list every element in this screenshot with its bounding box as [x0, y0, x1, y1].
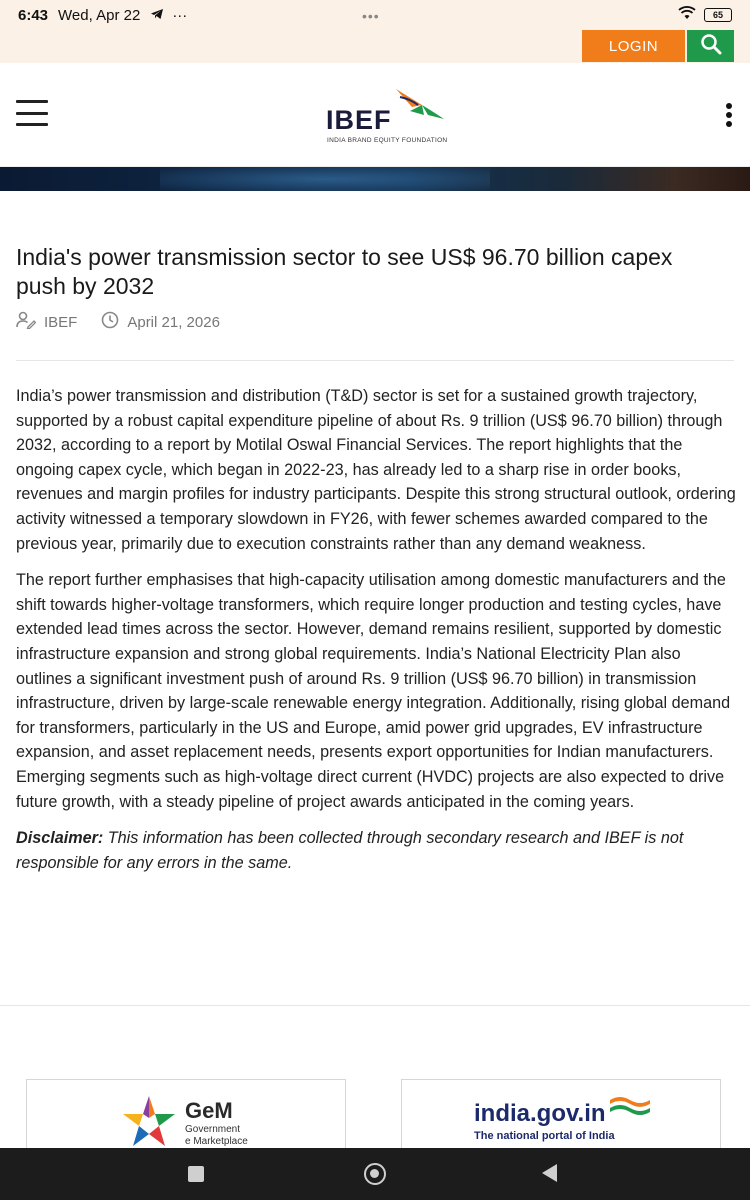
telegram-icon: [150, 7, 164, 24]
disclaimer: [16, 826, 736, 875]
india-gov-card[interactable]: [401, 1079, 721, 1159]
disclaimer-label: Disclaimer:: [16, 829, 104, 848]
paragraph-1: India’s power transmission and distribution (T&D) sector is set for a sustained growth trajectory, supported by a robust capital expenditure pipeline of about Rs. 9 trillion (US$ 96.70 billion) through 2032, according to a report by Motilal Oswal Financial Services. The report highlights that the ongoing capex cycle, which began in 2022-23, has already led to a sharp rise in order books, revenues and margin profiles for industry participants. Despite this strong structural outlook, ordering activity witnessed a temporary slowdown in FY26, with fewer schemes awarded compared to the previous year, primarily due to execution constraints rather than any demand weakness.: [16, 387, 736, 553]
banner-image: [0, 167, 750, 191]
logo-text: IBEF: [326, 105, 392, 135]
gem-subtitle-1: Government: [185, 1124, 241, 1135]
battery-icon: 65: [704, 8, 732, 22]
author-name[interactable]: IBEF: [44, 313, 78, 331]
top-strip: [0, 30, 750, 63]
ibef-logo[interactable]: [326, 85, 446, 147]
status-bar: [0, 0, 750, 30]
gem-star-icon: [119, 1092, 179, 1152]
author-icon: [16, 311, 36, 333]
status-right: [678, 6, 732, 24]
recents-icon[interactable]: [188, 1166, 204, 1182]
article-body: [16, 384, 736, 887]
disclaimer-text: This information has been collected through secondary research and IBEF is not responsible for any errors in the same.: [16, 829, 684, 872]
gem-subtitle-2: e Marketplace: [185, 1136, 248, 1147]
login-button[interactable]: LOGIN: [582, 30, 685, 62]
gem-card[interactable]: [26, 1079, 346, 1159]
india-gov-subtitle: The national portal of India: [474, 1130, 615, 1142]
divider: [16, 360, 734, 361]
clock-icon: [101, 311, 119, 333]
india-flag-icon: [608, 1094, 652, 1118]
paragraph-2: The report further emphasises that high-capacity utilisation among domestic manufacturers and the shift towards higher-voltage transformers, which require longer production and testing cycles, have extended lead times across the sector. However, demand remains resilient, supported by domestic infrastructure expansion and strong global requirements. India’s National Electricity Plan also outlines a significant investment push of around Rs. 9 trillion (US$ 96.70 billion) in transmission infrastructure, driven by large-scale renewable energy integration. Additionally, rising global demand for transformers, particularly in the US and Europe, amid power grid upgrades, EV infrastructure expansion, and asset replacement needs, presents export opportunities for Indian manufacturers. Emerging segments such as high-voltage direct current (HVDC) projects are also expected to drive future growth, with a steady pipeline of project awards anticipated in the coming years.: [16, 571, 731, 811]
site-header: [0, 63, 750, 167]
search-button[interactable]: [687, 30, 734, 62]
article-title: India's power transmission sector to see US$ 96.70 billion capex push by 2032: [16, 244, 673, 299]
center-dots: •••: [362, 8, 380, 24]
india-gov-title: india.gov.in: [474, 1100, 606, 1127]
system-nav-bar: [0, 1148, 750, 1200]
date-text: April 21, 2026: [127, 313, 220, 331]
home-icon[interactable]: [364, 1163, 386, 1185]
search-icon: [700, 33, 722, 60]
gem-title: GeM: [185, 1098, 233, 1123]
author: [16, 311, 77, 333]
status-more: ···: [172, 6, 188, 24]
more-options-icon[interactable]: [726, 103, 732, 127]
wifi-icon: [678, 6, 696, 24]
section-divider: [0, 1005, 750, 1006]
article-meta: [16, 311, 244, 333]
menu-icon[interactable]: [16, 100, 48, 126]
back-icon[interactable]: [542, 1164, 557, 1182]
status-date: Wed, Apr 22: [58, 6, 141, 24]
logo-subtitle: INDIA BRAND EQUITY FOUNDATION: [327, 137, 448, 144]
status-time: 6:43: [18, 6, 49, 24]
publish-date: [101, 311, 220, 333]
